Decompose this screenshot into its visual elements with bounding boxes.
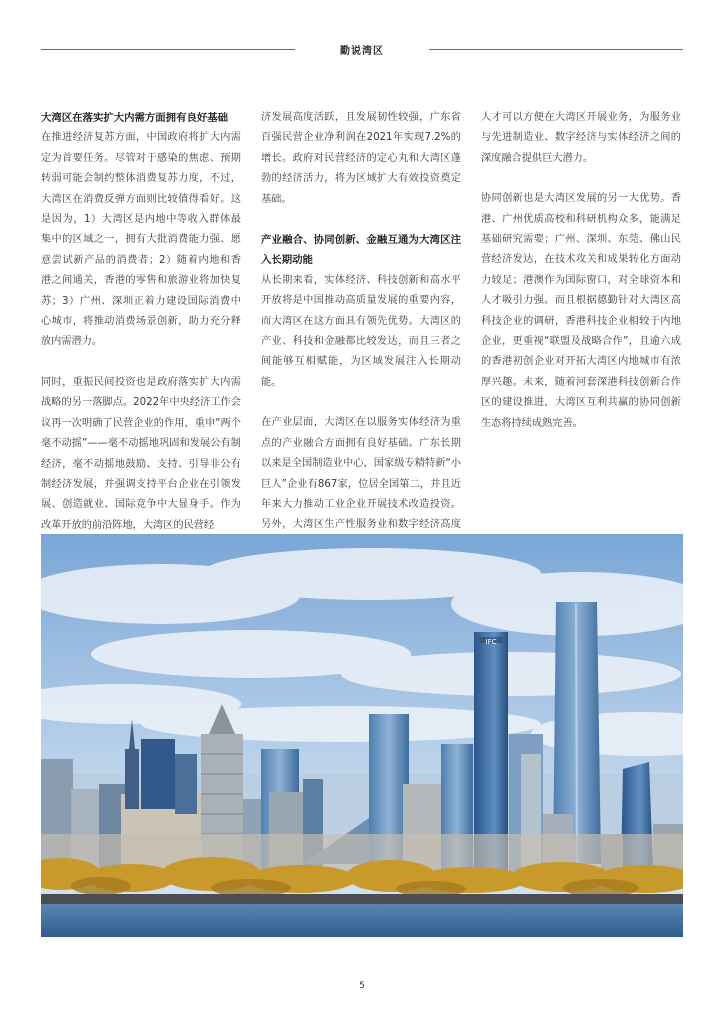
ifc-sign: IFC (485, 638, 497, 646)
section-heading-industry-integration: 产业融合、协同创新、金融互通为大湾区注入长期动能 (261, 234, 461, 267)
paragraph: 济发展高度活跃，且发展韧性较强，广东省百强民营企业净利润在2021年实现7.2%的增长。政府对民营经济的定心丸和大湾区蓬勃的经济活力，将为区域扩大有效投资奠定基础。 (261, 112, 461, 205)
paragraph: 在推进经济复苏方面，中国政府将扩大内需定为首要任务。尽管对于感染的焦虑、预期转弱可能会制约整体消费复苏力度，不过，大湾区在消费反弹方面则比较值得看好。这是因为，1）大湾区是内地中等收入群体最集中的区域之一，拥有大批消费能力强、愿意尝试新产品的消费者；2）随着内地和香港之间通关，香港的零售和旅游业将加快复苏；3）广州、深圳正着力建设国际消费中心城市，将推动消费场景创新，助力充分释放内需潜力。 (41, 132, 241, 348)
paragraph: 人才可以方便在大湾区开展业务，为服务业与先进制造业、数字经济与实体经济之间的深度融合提供巨大潜力。 (481, 112, 681, 164)
paragraph: 协同创新也是大湾区发展的另一大优势。香港、广州优质高校和科研机构众多，能满足基础研究需要；广州、深圳、东莞、佛山民营经济发达，在技术攻关和成果转化方面动力较足；港澳作为国际窗口，对全球资本和人才吸引力强。而且根据德勤针对大湾区高科技企业的调研，香港科技企业相较于内地企业，更重视“联盟及战略合作”，且逾六成的香港初创企业对开拓大湾区内地城市有浓厚兴趣。未来，随着河套深港科技创新合作区的建设推进，大湾区互利共赢的协同创新生态将持续成熟完善。 (481, 193, 681, 429)
header-rule-right (429, 49, 683, 50)
section-heading-domestic-demand: 大湾区在落实扩大内需方面拥有良好基础 (41, 112, 229, 124)
page-header (41, 40, 683, 60)
paragraph: 同时，重振民间投资也是政府落实扩大内需战略的另一落脚点。2022年中央经济工作会议再一次明确了民营企业的作用，重申“两个毫不动摇”——毫不动摇地巩固和发展公有制经济，毫不动摇地鼓励、支持、引导非公有制经济发展，并强调支持平台企业在引领发展、创造就业、国际竞争中大显身手。作为改革开放的前沿阵地，大湾区的民营经 (41, 376, 241, 531)
text-column-1 (41, 108, 241, 556)
text-column-2 (261, 108, 461, 597)
city-skyline-photo (41, 534, 683, 937)
page-number: 5 (359, 981, 365, 991)
paragraph: 在产业层面，大湾区在以服务实体经济为重点的产业融合方面拥有良好基础。广东长期以来是全国制造业中心，国家级专精特新“小巨人”企业有867家，位居全国第二，并且近年来大力推动工业企业开展技术改造投资。另外，大湾区生产性服务业和数字经济高度 (261, 417, 461, 531)
paragraph: 从长期来看，实体经济、科技创新和高水平开放将是中国推动高质量发展的重要内容，而大湾区在这方面具有领先优势。大湾区的产业、科技和金融都比较发达，而且三者之间能够互相赋能，为区域发展注入长期动能。 (261, 274, 461, 388)
text-column-3 (481, 108, 681, 454)
header-title: 勤说湾区 (340, 46, 384, 57)
